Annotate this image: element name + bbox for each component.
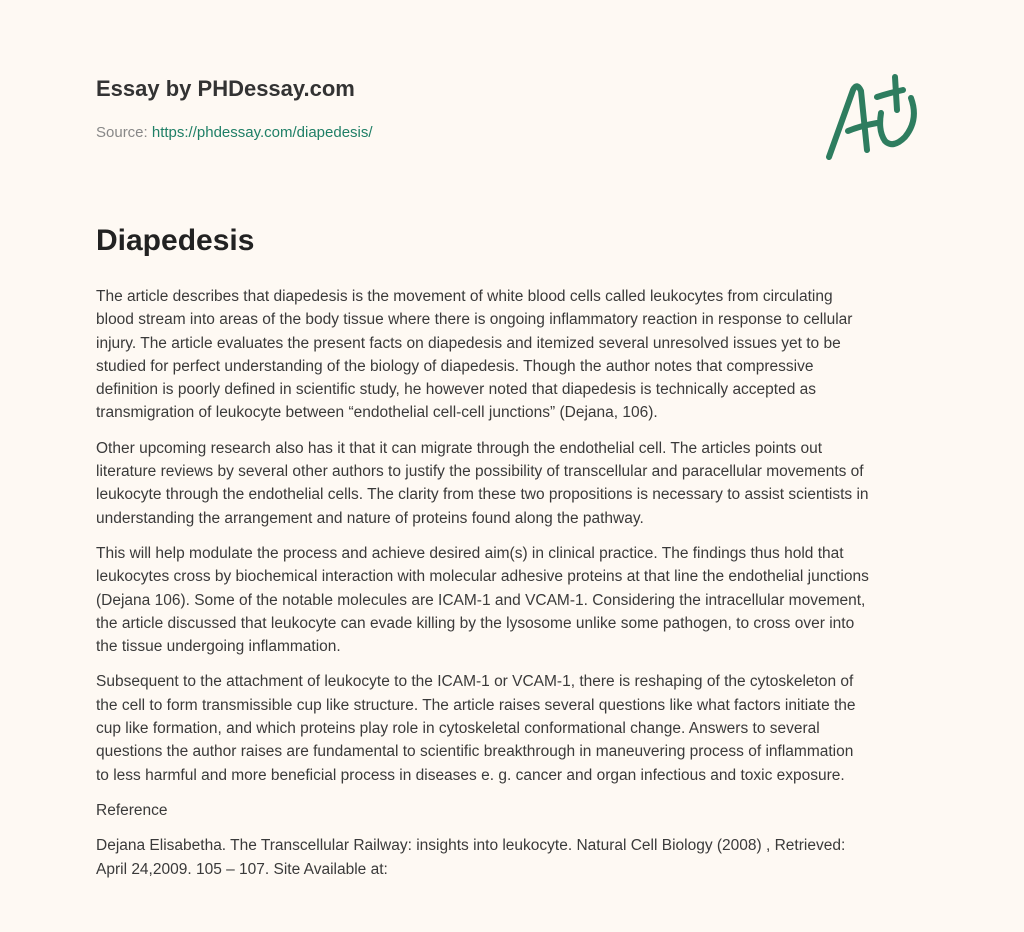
text-line: the tissue undergoing inflammation. [96,638,341,656]
text-line: definition is poorly defined in scientific study, he however noted that diapedesis is technically accepted as [96,381,817,399]
text-line: (Dejana 106). Some of the notable molecules are ICAM-1 and VCAM-1. Considering the intracellular movement, [96,591,866,609]
essay-paragraph [96,542,936,658]
text-line: transmigration of leukocyte between “endothelial cell-cell junctions” (Dejana, 106). [96,404,658,422]
text-line: the article discussed that leukocyte can evade killing by the lysosome unlike some pathogen, to cross over into [96,614,855,632]
text-line: literature reviews by several other authors to justify the possibility of transcellular and paracellular movements of [96,463,864,481]
text-line: Other upcoming research also has it that it can migrate through the endothelial cell. The articles points out [96,439,823,457]
source-link[interactable]: https://phdessay.com/diapedesis/ [151,124,373,141]
text-line: The article describes that diapedesis is the movement of white blood cells called leukocytes from circulating [96,288,833,305]
essay-title: Diapedesis [96,224,255,257]
text-line: April 24,2009. 105 – 107. Site Available at: [96,860,388,878]
text-line: the cell to form transmissible cup like structure. The article raises several questions like what factors initiate the [96,696,856,714]
text-line: cup like formation, and which proteins play role in cytoskeletal conformational change. Answers to several [96,720,820,738]
text-line: leukocyte through the endothelial cells. The clarity from these two propositions is necessary to assist scientists in [96,486,869,504]
text-line: to less harmful and more beneficial process in diseases e. g. cancer and organ infectious and toxic exposure. [96,766,845,784]
text-line: understanding the arrangement and nature of proteins found along the pathway. [96,509,644,527]
text-line: Subsequent to the attachment of leukocyte to the ICAM-1 or VCAM-1, there is reshaping of the cytoskeleton of [96,673,854,691]
text-line: Dejana Elisabetha. The Transcellular Railway: insights into leukocyte. Natural Cell Biology (2008) , Retrieved: [96,837,846,855]
site-title: Essay by PHDessay.com [96,76,355,101]
text-line: blood stream into areas of the body tissue where there is ongoing inflammatory reaction in response to cellular [96,311,853,329]
text-line: studied for perfect understanding of the biology of diapedesis. Though the author notes that compressive [96,357,814,375]
essay-body [96,285,936,893]
text-line: injury. The article evaluates the present facts on diapedesis and itemized several unresolved issues yet to be [96,334,841,352]
text-line: Reference [96,801,168,819]
text-line: questions the author raises are fundamental to scientific breakthrough in maneuvering process of inflammation [96,743,854,761]
reference-entry [96,834,936,881]
text-line: This will help modulate the process and achieve desired aim(s) in clinical practice. The findings thus hold that [96,544,844,562]
text-line: leukocytes cross by biochemical interaction with molecular adhesive proteins at that line the endothelial junctions [96,568,869,586]
a-plus-logo-icon [815,65,935,165]
source-label: Source: [96,124,148,141]
essay-paragraph [96,670,936,786]
reference-heading [96,799,936,822]
essay-paragraph [96,285,936,425]
essay-paragraph [96,437,936,530]
source-line [96,124,373,141]
